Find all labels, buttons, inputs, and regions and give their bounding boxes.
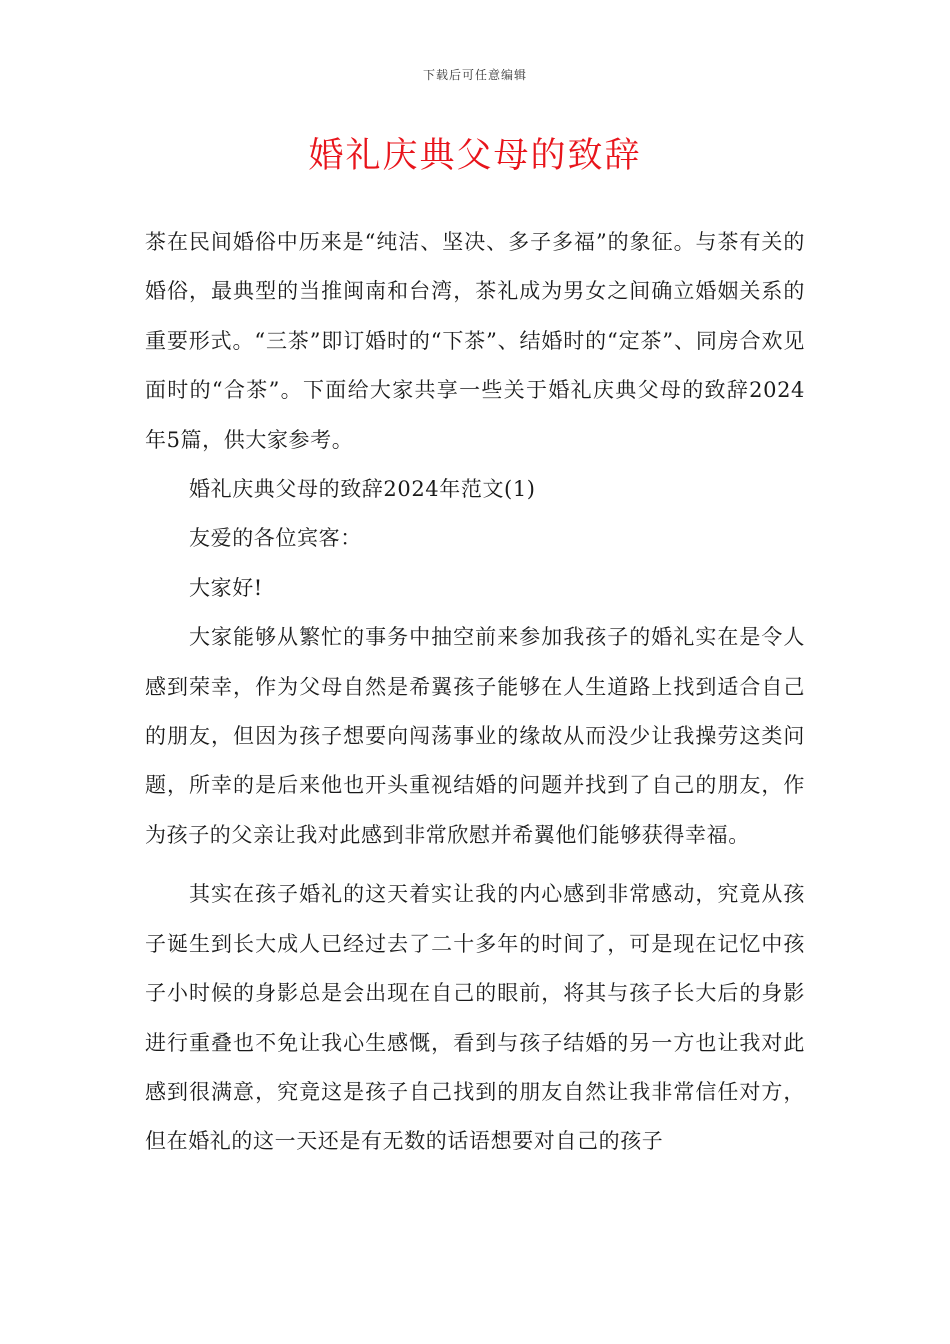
intro-paragraph: 茶在民间婚俗中历来是“纯洁、坚决、多子多福”的象征。与茶有关的婚俗，最典型的当推闽南和台湾，茶礼成为男女之间确立婚姻关系的重要形式。“三茶”即订婚时的“下茶”、结婚时的“定茶”、同房合欢见面时的“合茶”。下面给大家共享一些关于婚礼庆典父母的致辞2024年5篇，供大家参考。 — [145, 230, 805, 452]
document-body — [145, 218, 805, 1167]
section-heading: 婚礼庆典父母的致辞2024年范文(1) — [189, 477, 536, 502]
header-note: 下载后可任意编辑 — [422, 68, 527, 82]
document-title: 婚礼庆典父母的致辞 — [308, 136, 642, 176]
greeting: 大家好! — [189, 575, 263, 600]
body-paragraph-1: 大家能够从繁忙的事务中抽空前来参加我孩子的婚礼实在是令人感到荣幸，作为父母自然是希翼孩子能够在人生道路上找到适合自己的朋友，但因为孩子想要向闯荡事业的缘故从而没少让我操劳这类问题，所幸的是后来他也开头重视结婚的问题并找到了自己的朋友，作为孩子的父亲让我对此感到非常欣慰并希翼他们能够获得幸福。 — [145, 625, 805, 847]
salutation: 友爱的各位宾客： — [189, 526, 362, 551]
body-paragraph-2: 其实在孩子婚礼的这天着实让我的内心感到非常感动，究竟从孩子诞生到长大成人已经过去了二十多年的时间了，可是现在记忆中孩子小时候的身影总是会出现在自己的眼前，将其与孩子长大后的身影进行重叠也不免让我心生感慨，看到与孩子结婚的另一方也让我对此感到很满意，究竟这是孩子自己找到的朋友自然让我非常信任对方，但在婚礼的这一天还是有无数的话语想要对自己的孩子 — [145, 882, 805, 1154]
